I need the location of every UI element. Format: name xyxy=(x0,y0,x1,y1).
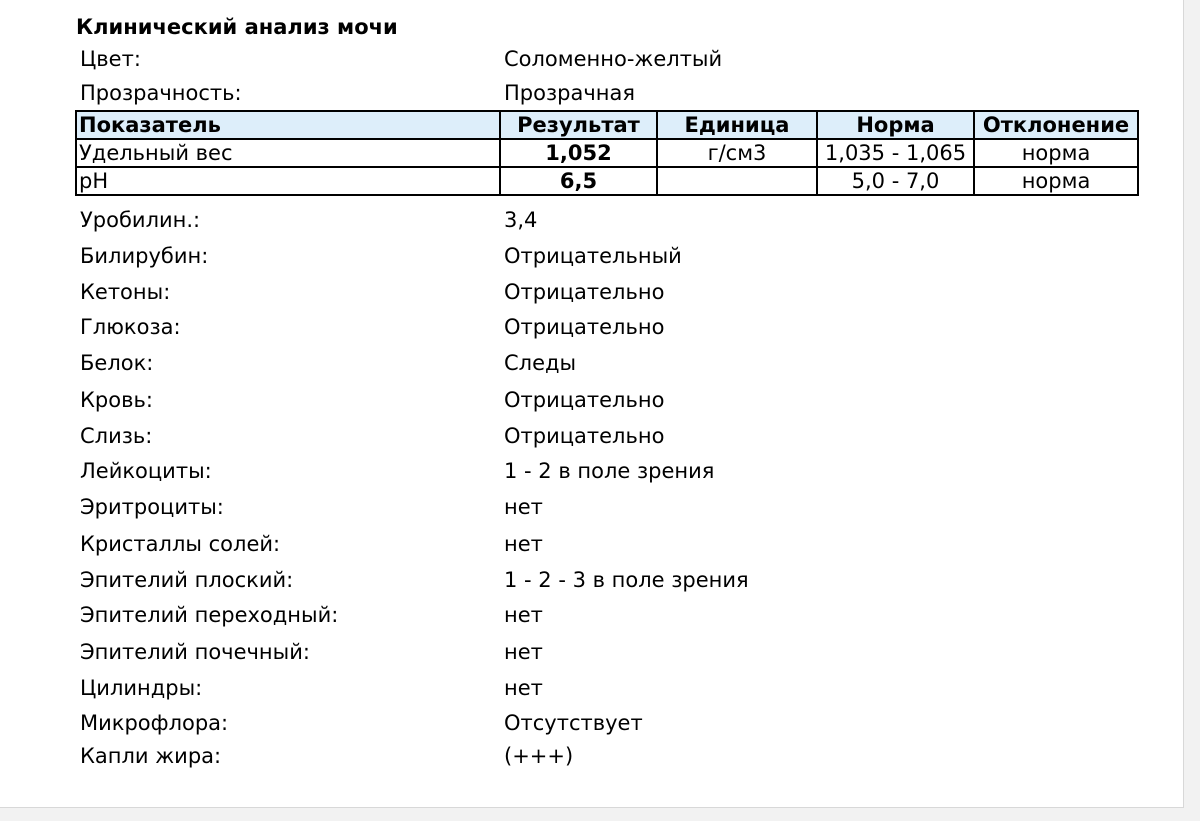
field-value: нет xyxy=(504,532,543,556)
field-label: Глюкоза: xyxy=(80,315,181,339)
field-label: Кровь: xyxy=(80,388,153,412)
field-label: Эритроциты: xyxy=(80,495,224,519)
field-value: Отрицательный xyxy=(504,244,682,268)
field-value: Отрицательно xyxy=(504,424,665,448)
cell-deviation: норма xyxy=(974,139,1138,167)
cell-result: 6,5 xyxy=(500,167,657,195)
field-value: Отрицательно xyxy=(504,280,665,304)
field-label: Микрофлора: xyxy=(80,711,229,735)
cell-norm: 1,035 - 1,065 xyxy=(817,139,974,167)
field-label: Эпителий переходный: xyxy=(80,603,339,627)
cell-name: Удельный вес xyxy=(76,139,500,167)
field-label: Кетоны: xyxy=(80,280,171,304)
cell-name: pH xyxy=(76,167,500,195)
field-label: Уробилин.: xyxy=(80,208,201,232)
header-result: Результат xyxy=(500,111,657,139)
header-unit: Единица xyxy=(657,111,817,139)
header-norm: Норма xyxy=(817,111,974,139)
field-value: Отсутствует xyxy=(504,711,643,735)
results-table xyxy=(75,110,1139,196)
field-label: Кристаллы солей: xyxy=(80,532,281,556)
field-label: Прозрачность: xyxy=(80,81,242,105)
field-label: Цвет: xyxy=(80,47,141,71)
field-value: нет xyxy=(504,603,543,627)
table-row xyxy=(76,167,1138,195)
field-value: нет xyxy=(504,495,543,519)
field-label: Слизь: xyxy=(80,424,153,448)
document-title: Клинический анализ мочи xyxy=(76,15,398,39)
field-value: Прозрачная xyxy=(504,81,635,105)
cell-unit: г/см3 xyxy=(657,139,817,167)
field-value: нет xyxy=(504,640,543,664)
header-deviation: Отклонение xyxy=(974,111,1138,139)
field-label: Билирубин: xyxy=(80,244,209,268)
field-label: Лейкоциты: xyxy=(80,459,212,483)
field-value: нет xyxy=(504,676,543,700)
header-indicator: Показатель xyxy=(76,111,500,139)
field-label: Белок: xyxy=(80,351,154,375)
field-value: Отрицательно xyxy=(504,315,665,339)
field-value: Следы xyxy=(504,351,577,375)
field-label: Цилиндры: xyxy=(80,676,203,700)
field-value: (+++) xyxy=(504,744,574,768)
field-label: Эпителий почечный: xyxy=(80,640,310,664)
table-row xyxy=(76,139,1138,167)
cell-norm: 5,0 - 7,0 xyxy=(817,167,974,195)
cell-deviation: норма xyxy=(974,167,1138,195)
field-value: 1 - 2 - 3 в поле зрения xyxy=(504,568,749,592)
field-value: 1 - 2 в поле зрения xyxy=(504,459,715,483)
field-label: Эпителий плоский: xyxy=(80,568,294,592)
cell-result: 1,052 xyxy=(500,139,657,167)
table-header-row xyxy=(76,111,1138,139)
field-label: Капли жира: xyxy=(80,744,222,768)
cell-unit xyxy=(657,167,817,195)
field-value: Отрицательно xyxy=(504,388,665,412)
field-value: Соломенно-желтый xyxy=(504,47,723,71)
field-value: 3,4 xyxy=(504,208,538,232)
